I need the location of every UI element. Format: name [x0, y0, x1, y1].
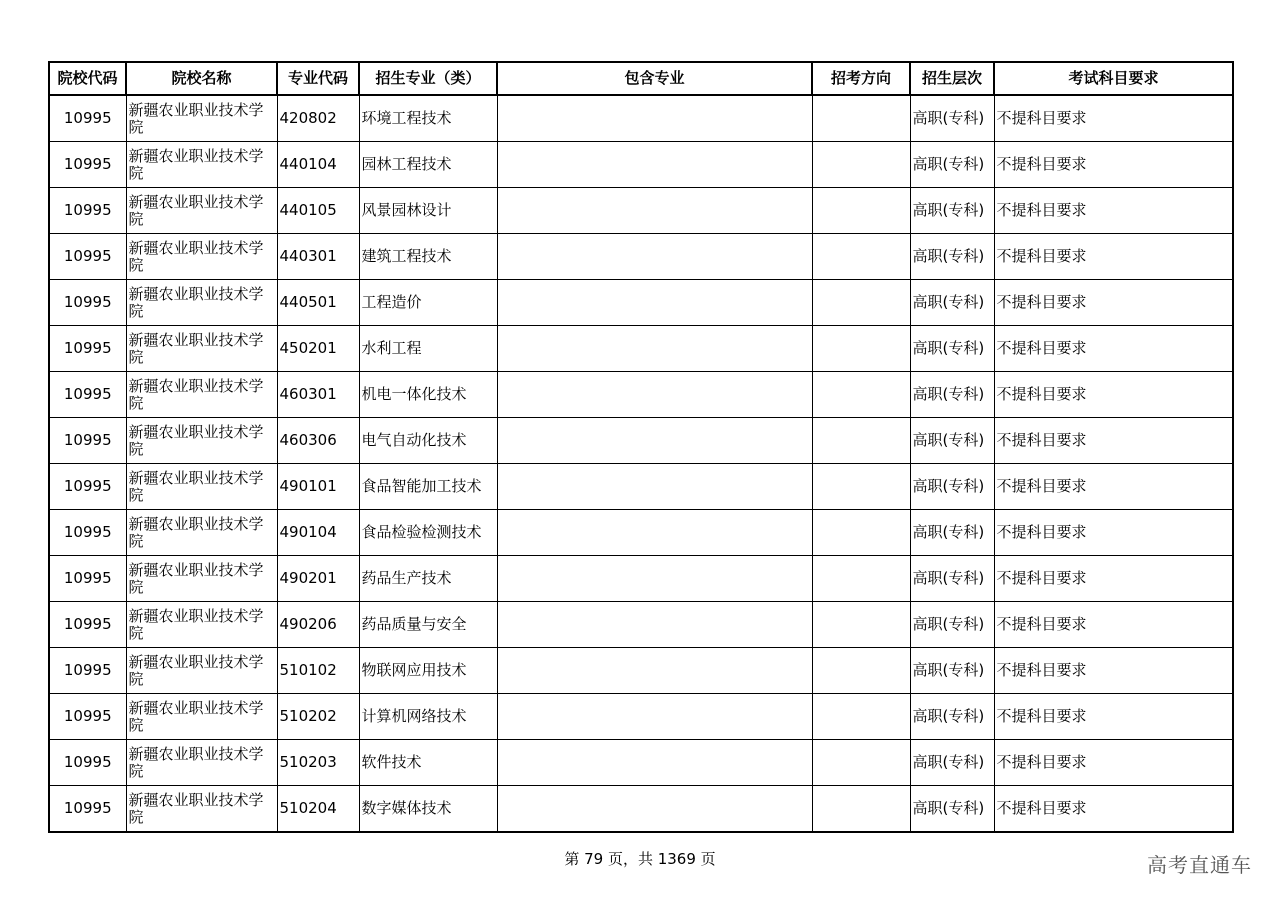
cell-major: 园林工程技术 [359, 142, 497, 188]
cell-school-name: 新疆农业职业技术学院 [126, 694, 277, 740]
cell-included-majors [497, 418, 812, 464]
cell-level: 高职(专科) [910, 188, 994, 234]
cell-major: 药品生产技术 [359, 556, 497, 602]
table-row [49, 740, 1233, 786]
cell-major-code: 460301 [277, 372, 359, 418]
table-row [49, 372, 1233, 418]
cell-school-name: 新疆农业职业技术学院 [126, 142, 277, 188]
cell-level: 高职(专科) [910, 556, 994, 602]
cell-included-majors [497, 95, 812, 142]
cell-major: 食品检验检测技术 [359, 510, 497, 556]
cell-level: 高职(专科) [910, 95, 994, 142]
header-direction: 招考方向 [812, 62, 910, 95]
cell-subject-requirement: 不提科目要求 [994, 188, 1233, 234]
cell-level: 高职(专科) [910, 234, 994, 280]
cell-included-majors [497, 648, 812, 694]
cell-level: 高职(专科) [910, 464, 994, 510]
table-row [49, 234, 1233, 280]
cell-major-code: 440501 [277, 280, 359, 326]
header-major-code: 专业代码 [277, 62, 359, 95]
table-row [49, 418, 1233, 464]
cell-school-name: 新疆农业职业技术学院 [126, 234, 277, 280]
cell-level: 高职(专科) [910, 602, 994, 648]
table-header-row [49, 62, 1233, 95]
cell-major-code: 460306 [277, 418, 359, 464]
cell-major-code: 490104 [277, 510, 359, 556]
cell-major: 建筑工程技术 [359, 234, 497, 280]
cell-major-code: 510203 [277, 740, 359, 786]
cell-major-code: 510102 [277, 648, 359, 694]
table-row [49, 142, 1233, 188]
cell-level: 高职(专科) [910, 280, 994, 326]
cell-major: 物联网应用技术 [359, 648, 497, 694]
cell-major: 电气自动化技术 [359, 418, 497, 464]
cell-direction [812, 464, 910, 510]
table-row [49, 326, 1233, 372]
cell-major-code: 420802 [277, 95, 359, 142]
cell-level: 高职(专科) [910, 372, 994, 418]
cell-major-code: 510204 [277, 786, 359, 833]
cell-major: 食品智能加工技术 [359, 464, 497, 510]
cell-school-name: 新疆农业职业技术学院 [126, 326, 277, 372]
cell-school-code: 10995 [49, 372, 126, 418]
cell-included-majors [497, 464, 812, 510]
cell-included-majors [497, 556, 812, 602]
cell-included-majors [497, 188, 812, 234]
cell-school-code: 10995 [49, 95, 126, 142]
cell-included-majors [497, 602, 812, 648]
cell-direction [812, 326, 910, 372]
cell-major: 药品质量与安全 [359, 602, 497, 648]
cell-school-code: 10995 [49, 694, 126, 740]
cell-direction [812, 740, 910, 786]
cell-subject-requirement: 不提科目要求 [994, 280, 1233, 326]
watermark-text: 高考直通车 [1147, 853, 1252, 877]
cell-direction [812, 510, 910, 556]
cell-subject-requirement: 不提科目要求 [994, 418, 1233, 464]
cell-school-name: 新疆农业职业技术学院 [126, 786, 277, 833]
cell-school-code: 10995 [49, 786, 126, 833]
cell-school-name: 新疆农业职业技术学院 [126, 464, 277, 510]
cell-subject-requirement: 不提科目要求 [994, 464, 1233, 510]
cell-school-name: 新疆农业职业技术学院 [126, 740, 277, 786]
cell-level: 高职(专科) [910, 326, 994, 372]
table-row [49, 786, 1233, 833]
cell-school-code: 10995 [49, 418, 126, 464]
table-row [49, 510, 1233, 556]
header-level: 招生层次 [910, 62, 994, 95]
header-major: 招生专业（类） [359, 62, 497, 95]
cell-direction [812, 602, 910, 648]
page-number: 第 79 页，共 1369 页 [564, 850, 716, 868]
cell-included-majors [497, 694, 812, 740]
cell-direction [812, 95, 910, 142]
cell-subject-requirement: 不提科目要求 [994, 95, 1233, 142]
cell-school-code: 10995 [49, 280, 126, 326]
cell-major-code: 450201 [277, 326, 359, 372]
table-row [49, 602, 1233, 648]
cell-major-code: 440301 [277, 234, 359, 280]
cell-school-code: 10995 [49, 464, 126, 510]
cell-direction [812, 786, 910, 833]
cell-direction [812, 234, 910, 280]
cell-direction [812, 556, 910, 602]
cell-subject-requirement: 不提科目要求 [994, 510, 1233, 556]
cell-school-name: 新疆农业职业技术学院 [126, 280, 277, 326]
cell-school-name: 新疆农业职业技术学院 [126, 602, 277, 648]
cell-direction [812, 372, 910, 418]
cell-major: 软件技术 [359, 740, 497, 786]
table-row [49, 464, 1233, 510]
cell-subject-requirement: 不提科目要求 [994, 740, 1233, 786]
cell-subject-requirement: 不提科目要求 [994, 556, 1233, 602]
cell-included-majors [497, 142, 812, 188]
cell-direction [812, 188, 910, 234]
cell-school-code: 10995 [49, 326, 126, 372]
cell-included-majors [497, 740, 812, 786]
cell-major-code: 490101 [277, 464, 359, 510]
cell-level: 高职(专科) [910, 142, 994, 188]
table-row [49, 95, 1233, 142]
cell-level: 高职(专科) [910, 648, 994, 694]
cell-included-majors [497, 786, 812, 833]
cell-included-majors [497, 372, 812, 418]
cell-included-majors [497, 280, 812, 326]
cell-major-code: 490201 [277, 556, 359, 602]
cell-school-name: 新疆农业职业技术学院 [126, 95, 277, 142]
cell-school-name: 新疆农业职业技术学院 [126, 510, 277, 556]
table-row [49, 280, 1233, 326]
cell-major-code: 490206 [277, 602, 359, 648]
cell-subject-requirement: 不提科目要求 [994, 142, 1233, 188]
cell-school-code: 10995 [49, 740, 126, 786]
cell-major: 工程造价 [359, 280, 497, 326]
table-body [49, 95, 1233, 832]
cell-major: 风景园林设计 [359, 188, 497, 234]
cell-major: 环境工程技术 [359, 95, 497, 142]
table-row [49, 694, 1233, 740]
cell-direction [812, 280, 910, 326]
cell-subject-requirement: 不提科目要求 [994, 326, 1233, 372]
table-row [49, 648, 1233, 694]
cell-level: 高职(专科) [910, 694, 994, 740]
cell-school-code: 10995 [49, 602, 126, 648]
cell-school-name: 新疆农业职业技术学院 [126, 648, 277, 694]
cell-school-code: 10995 [49, 188, 126, 234]
cell-level: 高职(专科) [910, 510, 994, 556]
cell-major-code: 440104 [277, 142, 359, 188]
cell-subject-requirement: 不提科目要求 [994, 694, 1233, 740]
cell-subject-requirement: 不提科目要求 [994, 372, 1233, 418]
table-row [49, 556, 1233, 602]
cell-direction [812, 694, 910, 740]
cell-school-code: 10995 [49, 648, 126, 694]
cell-direction [812, 142, 910, 188]
cell-level: 高职(专科) [910, 740, 994, 786]
cell-school-code: 10995 [49, 510, 126, 556]
cell-subject-requirement: 不提科目要求 [994, 234, 1233, 280]
cell-direction [812, 418, 910, 464]
cell-included-majors [497, 510, 812, 556]
cell-included-majors [497, 234, 812, 280]
cell-school-name: 新疆农业职业技术学院 [126, 188, 277, 234]
cell-direction [812, 648, 910, 694]
cell-school-code: 10995 [49, 142, 126, 188]
cell-subject-requirement: 不提科目要求 [994, 786, 1233, 833]
header-school-name: 院校名称 [126, 62, 277, 95]
cell-school-name: 新疆农业职业技术学院 [126, 372, 277, 418]
cell-included-majors [497, 326, 812, 372]
cell-major: 机电一体化技术 [359, 372, 497, 418]
admissions-table [48, 61, 1234, 833]
header-subject-requirement: 考试科目要求 [994, 62, 1233, 95]
header-school-code: 院校代码 [49, 62, 126, 95]
cell-level: 高职(专科) [910, 418, 994, 464]
cell-level: 高职(专科) [910, 786, 994, 833]
cell-school-code: 10995 [49, 556, 126, 602]
header-included-majors: 包含专业 [497, 62, 812, 95]
cell-major: 水利工程 [359, 326, 497, 372]
table-row [49, 188, 1233, 234]
cell-school-name: 新疆农业职业技术学院 [126, 418, 277, 464]
cell-subject-requirement: 不提科目要求 [994, 602, 1233, 648]
cell-major-code: 440105 [277, 188, 359, 234]
cell-school-code: 10995 [49, 234, 126, 280]
cell-school-name: 新疆农业职业技术学院 [126, 556, 277, 602]
cell-major: 数字媒体技术 [359, 786, 497, 833]
cell-major: 计算机网络技术 [359, 694, 497, 740]
cell-major-code: 510202 [277, 694, 359, 740]
cell-subject-requirement: 不提科目要求 [994, 648, 1233, 694]
